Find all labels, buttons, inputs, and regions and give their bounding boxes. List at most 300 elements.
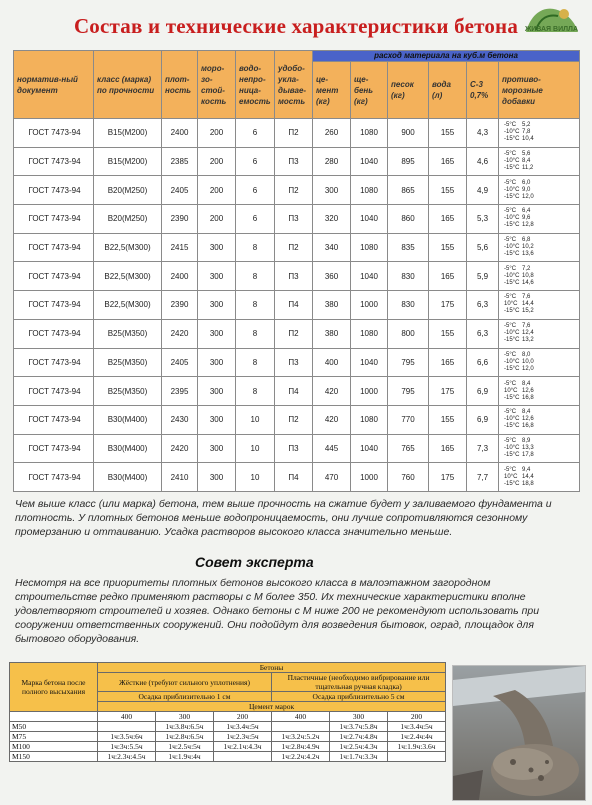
additive-line	[504, 194, 579, 201]
additive-value: 9,0	[522, 186, 531, 193]
additive-temp: -10°С	[504, 444, 520, 451]
additive-line	[504, 467, 579, 474]
row-workability: П2	[275, 119, 313, 148]
additive-temp: 10°С	[504, 387, 518, 394]
additive-line	[504, 323, 579, 330]
additive-temp: -5°С	[504, 409, 517, 416]
row-water-perm: 8	[236, 377, 275, 406]
row-doc: ГОСТ 7473-94	[14, 233, 94, 262]
row-additives	[499, 463, 580, 492]
row-workability: П3	[275, 434, 313, 463]
row-class: В15(М200)	[94, 147, 162, 176]
row-cement: 380	[313, 319, 351, 348]
row-frost: 300	[198, 463, 236, 492]
table-row	[14, 405, 580, 434]
row-sand: 765	[388, 434, 429, 463]
row-class: В15(М200)	[94, 119, 162, 148]
row-doc: ГОСТ 7473-94	[14, 319, 94, 348]
additive-line	[504, 294, 579, 301]
additive-line	[504, 481, 579, 488]
header-cement: це-мент (кг)	[313, 62, 351, 119]
row-density: 2405	[162, 348, 198, 377]
row-water-perm: 6	[236, 147, 275, 176]
additive-temp: -10°С	[504, 186, 520, 193]
additive-temp: -5°С	[504, 323, 517, 330]
header-sand: песок (кг)	[388, 62, 429, 119]
row-frost: 300	[198, 434, 236, 463]
additive-value: 12,8	[522, 222, 534, 229]
header-frost: моро-зо-стой-кость	[198, 51, 236, 119]
row-workability: П4	[275, 291, 313, 320]
additive-value: 9,4	[522, 466, 531, 473]
additive-temp: -10°С	[504, 215, 520, 222]
paragraph-classes: Чем выше класс (или марка) бетона, тем выше прочность на сжатие будет у заливаемого фундамента и плотность. У плотных бетонов меньше водопроницаемость, они лучше сопротивляются сезонному промерзанию и оттаиванию. Усадка растворов высокого класса значительно меньше.	[15, 498, 552, 538]
row-density: 2415	[162, 233, 198, 262]
header-c3: С-3 0,7%	[467, 62, 499, 119]
header-gravel: ще-бень (кг)	[351, 62, 388, 119]
row-workability: П2	[275, 233, 313, 262]
additive-line	[504, 215, 579, 222]
additive-temp: -5°С	[504, 208, 517, 215]
additive-temp: -5°С	[504, 466, 517, 473]
row-water-perm: 8	[236, 233, 275, 262]
row-c3: 7,3	[467, 434, 499, 463]
additive-line	[504, 330, 579, 337]
sub-row-mark: М75	[10, 732, 98, 742]
row-density: 2390	[162, 291, 198, 320]
sub-col-head: 300	[330, 712, 388, 722]
additive-temp: -15°С	[504, 251, 520, 258]
row-doc: ГОСТ 7473-94	[14, 463, 94, 492]
header-additives: противо-морозные добавки	[499, 62, 580, 119]
row-cement: 280	[313, 147, 351, 176]
row-additives	[499, 348, 580, 377]
additive-line	[504, 352, 579, 359]
row-workability: П3	[275, 348, 313, 377]
table-row	[14, 233, 580, 262]
row-gravel: 1040	[351, 205, 388, 234]
table-row	[14, 377, 580, 406]
additive-line	[504, 438, 579, 445]
additive-temp: 10°С	[504, 301, 518, 308]
additive-value: 14,4	[522, 301, 534, 308]
sub-table-body	[10, 722, 446, 762]
row-workability: П3	[275, 205, 313, 234]
sub-header-slump-plastic: Осадка приблизительно 5 см	[272, 692, 446, 702]
row-frost: 200	[198, 176, 236, 205]
additive-line	[504, 474, 579, 481]
sub-table-row	[10, 732, 446, 742]
row-water: 155	[429, 176, 467, 205]
row-gravel: 1040	[351, 262, 388, 291]
row-class: В25(М350)	[94, 377, 162, 406]
additive-value: 5,6	[522, 151, 531, 158]
row-cement: 340	[313, 233, 351, 262]
row-density: 2405	[162, 176, 198, 205]
additive-value: 18,8	[522, 480, 534, 487]
additive-value: 11,2	[522, 165, 534, 172]
row-additives	[499, 233, 580, 262]
row-gravel: 1080	[351, 405, 388, 434]
row-cement: 360	[313, 262, 351, 291]
additive-value: 8,9	[522, 437, 531, 444]
row-additives	[499, 119, 580, 148]
row-doc: ГОСТ 7473-94	[14, 176, 94, 205]
row-cement: 300	[313, 176, 351, 205]
row-class: В30(М400)	[94, 463, 162, 492]
additive-line	[504, 165, 579, 172]
additive-value: 7,2	[522, 265, 531, 272]
table-row	[14, 176, 580, 205]
row-workability: П2	[275, 405, 313, 434]
table-row	[14, 147, 580, 176]
row-class: В22,5(М300)	[94, 233, 162, 262]
row-density: 2390	[162, 205, 198, 234]
additive-value: 12,0	[522, 193, 534, 200]
sub-header-stiff: Жёсткие (требуют сильного уплотнения)	[98, 673, 272, 692]
row-c3: 4,6	[467, 147, 499, 176]
additive-line	[504, 244, 579, 251]
row-frost: 200	[198, 119, 236, 148]
additive-temp: -5°С	[504, 351, 517, 358]
row-frost: 300	[198, 233, 236, 262]
row-sand: 830	[388, 262, 429, 291]
additive-line	[504, 445, 579, 452]
row-density: 2395	[162, 377, 198, 406]
row-doc: ГОСТ 7473-94	[14, 377, 94, 406]
additive-temp: -15°С	[504, 394, 520, 401]
additive-line	[504, 388, 579, 395]
additive-value: 10,4	[522, 136, 534, 143]
row-gravel: 1040	[351, 348, 388, 377]
row-water-perm: 10	[236, 463, 275, 492]
row-workability: П4	[275, 463, 313, 492]
row-water-perm: 6	[236, 176, 275, 205]
additive-line	[504, 280, 579, 287]
additive-value: 13,2	[522, 337, 534, 344]
sub-row-mark: М150	[10, 752, 98, 762]
row-gravel: 1080	[351, 176, 388, 205]
row-frost: 300	[198, 377, 236, 406]
row-additives	[499, 377, 580, 406]
sub-col-head: 300	[156, 712, 214, 722]
additive-value: 14,6	[522, 279, 534, 286]
additive-value: 16,8	[522, 394, 534, 401]
row-additives	[499, 405, 580, 434]
row-additives	[499, 291, 580, 320]
row-gravel: 1040	[351, 147, 388, 176]
row-water-perm: 6	[236, 119, 275, 148]
sub-row-proportion: 1ч:2.5ч:4.3ч	[330, 742, 388, 752]
additive-line	[504, 409, 579, 416]
row-frost: 300	[198, 405, 236, 434]
sub-row-proportion: 1ч:2.1ч:4.3ч	[214, 742, 272, 752]
row-cement: 400	[313, 348, 351, 377]
row-sand: 860	[388, 205, 429, 234]
row-water-perm: 8	[236, 319, 275, 348]
sub-col-head: 400	[272, 712, 330, 722]
row-doc: ГОСТ 7473-94	[14, 291, 94, 320]
logo-text: ЖИВАЯ ВИЛЛА	[524, 26, 578, 33]
sub-row-proportion	[272, 722, 330, 732]
additive-line	[504, 251, 579, 258]
row-density: 2420	[162, 319, 198, 348]
row-sand: 835	[388, 233, 429, 262]
row-c3: 4,9	[467, 176, 499, 205]
row-gravel: 1000	[351, 463, 388, 492]
row-sand: 900	[388, 119, 429, 148]
row-c3: 6,3	[467, 319, 499, 348]
row-additives	[499, 176, 580, 205]
row-density: 2385	[162, 147, 198, 176]
additive-temp: -10°С	[504, 330, 520, 337]
table-row	[14, 119, 580, 148]
sub-header-mark: Марка бетона после полного высыхания	[10, 663, 98, 712]
header-density: плот-ность	[162, 51, 198, 119]
row-water: 155	[429, 405, 467, 434]
additive-value: 8,4	[522, 158, 531, 165]
additive-temp: 10°С	[504, 473, 518, 480]
additive-temp: -15°С	[504, 165, 520, 172]
additive-temp: -5°С	[504, 151, 517, 158]
row-cement: 470	[313, 463, 351, 492]
concrete-pour-photo	[452, 665, 586, 801]
row-additives	[499, 262, 580, 291]
additive-value: 12,4	[522, 330, 534, 337]
row-gravel: 1040	[351, 434, 388, 463]
additive-temp: -5°С	[504, 437, 517, 444]
row-sand: 795	[388, 377, 429, 406]
additive-temp: -15°С	[504, 279, 520, 286]
row-workability: П4	[275, 377, 313, 406]
sub-header-plastic: Пластичные (необходимо вибрирование или тщательная ручная кладка)	[272, 673, 446, 692]
sub-row-mark: М50	[10, 722, 98, 732]
sub-row-proportion: 1ч:3ч:5.5ч	[98, 742, 156, 752]
sub-row-proportion: 1ч:1.9ч:3.6ч	[388, 742, 446, 752]
row-water: 155	[429, 119, 467, 148]
row-density: 2420	[162, 434, 198, 463]
row-class: В20(М250)	[94, 176, 162, 205]
additive-value: 13,3	[522, 444, 534, 451]
additive-line	[504, 122, 579, 129]
row-frost: 300	[198, 319, 236, 348]
row-water: 165	[429, 262, 467, 291]
row-water: 155	[429, 319, 467, 348]
additive-value: 12,0	[522, 365, 534, 372]
additive-value: 10,0	[522, 358, 534, 365]
row-c3: 4,3	[467, 119, 499, 148]
row-cement: 420	[313, 377, 351, 406]
additive-line	[504, 136, 579, 143]
row-class: В20(М250)	[94, 205, 162, 234]
row-additives	[499, 147, 580, 176]
additive-value: 15,2	[522, 308, 534, 315]
sub-header-slump-stiff: Осадка приблизительно 1 см	[98, 692, 272, 702]
row-water-perm: 10	[236, 405, 275, 434]
row-frost: 200	[198, 205, 236, 234]
row-gravel: 1080	[351, 119, 388, 148]
sub-row-proportion: 1ч:2.8ч:4.9ч	[272, 742, 330, 752]
sub-row-proportion: 1ч:3.2ч:5.2ч	[272, 732, 330, 742]
row-density: 2400	[162, 119, 198, 148]
row-c3: 6,3	[467, 291, 499, 320]
sub-col-head: 400	[98, 712, 156, 722]
table-row	[14, 205, 580, 234]
additive-temp: -15°С	[504, 365, 520, 372]
additive-line	[504, 129, 579, 136]
additive-line	[504, 337, 579, 344]
row-doc: ГОСТ 7473-94	[14, 119, 94, 148]
row-doc: ГОСТ 7473-94	[14, 147, 94, 176]
row-density: 2430	[162, 405, 198, 434]
additive-temp: -5°С	[504, 265, 517, 272]
row-water: 175	[429, 463, 467, 492]
header-group-consumption: расход материала на куб.м бетона	[313, 51, 580, 62]
sub-row-proportion: 1ч:3.7ч:5.8ч	[330, 722, 388, 732]
row-c3: 5,3	[467, 205, 499, 234]
row-frost: 300	[198, 348, 236, 377]
sub-col-head: 200	[388, 712, 446, 722]
row-doc: ГОСТ 7473-94	[14, 434, 94, 463]
row-frost: 200	[198, 147, 236, 176]
row-additives	[499, 434, 580, 463]
row-sand: 895	[388, 147, 429, 176]
table-row	[14, 262, 580, 291]
row-cement: 420	[313, 405, 351, 434]
row-cement: 320	[313, 205, 351, 234]
additive-temp: -10°С	[504, 358, 520, 365]
additive-temp: -5°С	[504, 237, 517, 244]
row-class: В25(М350)	[94, 319, 162, 348]
row-water-perm: 8	[236, 348, 275, 377]
row-gravel: 1000	[351, 377, 388, 406]
sub-row-proportion: 1ч:2.3ч:5ч	[214, 732, 272, 742]
row-additives	[499, 319, 580, 348]
sub-row-proportion	[98, 722, 156, 732]
additive-temp: -5°С	[504, 122, 517, 129]
additive-line	[504, 359, 579, 366]
row-sand: 865	[388, 176, 429, 205]
sub-row-proportion: 1ч:2.7ч:4.8ч	[330, 732, 388, 742]
row-frost: 300	[198, 262, 236, 291]
additive-temp: -10°С	[504, 129, 520, 136]
sub-row-proportion: 1ч:1.7ч:3.3ч	[330, 752, 388, 762]
sub-col-head: 200	[214, 712, 272, 722]
sub-row-proportion: 1ч:3.4ч:5ч	[214, 722, 272, 732]
row-c3: 5,6	[467, 233, 499, 262]
additive-value: 9,6	[522, 215, 531, 222]
additive-temp: -15°С	[504, 308, 520, 315]
additive-value: 6,4	[522, 208, 531, 215]
additive-line	[504, 423, 579, 430]
sub-row-proportion: 1ч:1.9ч:4ч	[156, 752, 214, 762]
row-class: В30(М400)	[94, 434, 162, 463]
sub-row-proportion: 1ч:3.8ч:6.5ч	[156, 722, 214, 732]
additive-temp: -5°С	[504, 179, 517, 186]
row-c3: 6,9	[467, 405, 499, 434]
sub-row-proportion	[214, 752, 272, 762]
paragraph-expert-advice: Несмотря на все приоритеты плотных бетонов высокого класса в малоэтажном загородном строительстве редко применяют растворы с М более 350. Их технические характеристики вполне удовлетворяют строителей и хозяев. Однако бетоны с М ниже 200 не рекомендуют использовать при сооружении ответственных сооружений. Они подойдут для возведения бытовок, оград, площадок для бытового оборудования.	[15, 577, 540, 645]
additive-temp: -10°С	[504, 158, 520, 165]
sub-row-proportion: 1ч:3.4ч:5ч	[388, 722, 446, 732]
additive-value: 8,4	[522, 380, 531, 387]
sub-header-blank	[10, 712, 98, 722]
sub-row-proportion: 1ч:3.5ч:6ч	[98, 732, 156, 742]
additive-line	[504, 416, 579, 423]
row-water-perm: 6	[236, 205, 275, 234]
additive-line	[504, 208, 579, 215]
additive-line	[504, 273, 579, 280]
page-title: Состав и технические характеристики бетона	[73, 14, 519, 38]
additive-value: 7,6	[522, 323, 531, 330]
row-sand: 830	[388, 291, 429, 320]
additive-value: 6,0	[522, 179, 531, 186]
row-water: 165	[429, 434, 467, 463]
table-row	[14, 319, 580, 348]
sub-table-row	[10, 722, 446, 732]
table-row	[14, 348, 580, 377]
row-water: 165	[429, 147, 467, 176]
row-water: 165	[429, 205, 467, 234]
row-doc: ГОСТ 7473-94	[14, 348, 94, 377]
row-sand: 760	[388, 463, 429, 492]
table-row	[14, 434, 580, 463]
row-frost: 300	[198, 291, 236, 320]
row-gravel: 1080	[351, 233, 388, 262]
table-row	[14, 291, 580, 320]
additive-value: 17,8	[522, 451, 534, 458]
row-c3: 6,9	[467, 377, 499, 406]
additive-value: 6,8	[522, 237, 531, 244]
row-water: 175	[429, 377, 467, 406]
row-workability: П2	[275, 176, 313, 205]
additive-temp: -15°С	[504, 222, 520, 229]
additive-line	[504, 266, 579, 273]
additive-temp: -10°С	[504, 416, 520, 423]
sub-row-proportion	[388, 752, 446, 762]
header-water: вода (л)	[429, 62, 467, 119]
additive-temp: -15°С	[504, 480, 520, 487]
additive-temp: -15°С	[504, 193, 520, 200]
row-class: В22,5(М300)	[94, 262, 162, 291]
row-cement: 380	[313, 291, 351, 320]
row-water: 175	[429, 291, 467, 320]
additive-line	[504, 395, 579, 402]
row-sand: 770	[388, 405, 429, 434]
concrete-spec-table	[13, 50, 580, 492]
sub-row-mark: М100	[10, 742, 98, 752]
row-sand: 795	[388, 348, 429, 377]
additive-line	[504, 301, 579, 308]
row-c3: 7,7	[467, 463, 499, 492]
row-water-perm: 8	[236, 262, 275, 291]
sub-table-row	[10, 742, 446, 752]
row-gravel: 1080	[351, 319, 388, 348]
row-water: 165	[429, 348, 467, 377]
additive-value: 14,4	[522, 473, 534, 480]
row-workability: П3	[275, 147, 313, 176]
row-class: В22,5(М300)	[94, 291, 162, 320]
table-row	[14, 463, 580, 492]
sub-row-proportion: 1ч:2.8ч:6.5ч	[156, 732, 214, 742]
header-class: класс (марка) по прочности	[94, 51, 162, 119]
row-cement: 445	[313, 434, 351, 463]
additive-value: 7,6	[522, 294, 531, 301]
additive-value: 10,8	[522, 272, 534, 279]
additive-value: 16,8	[522, 423, 534, 430]
row-doc: ГОСТ 7473-94	[14, 205, 94, 234]
additive-line	[504, 308, 579, 315]
